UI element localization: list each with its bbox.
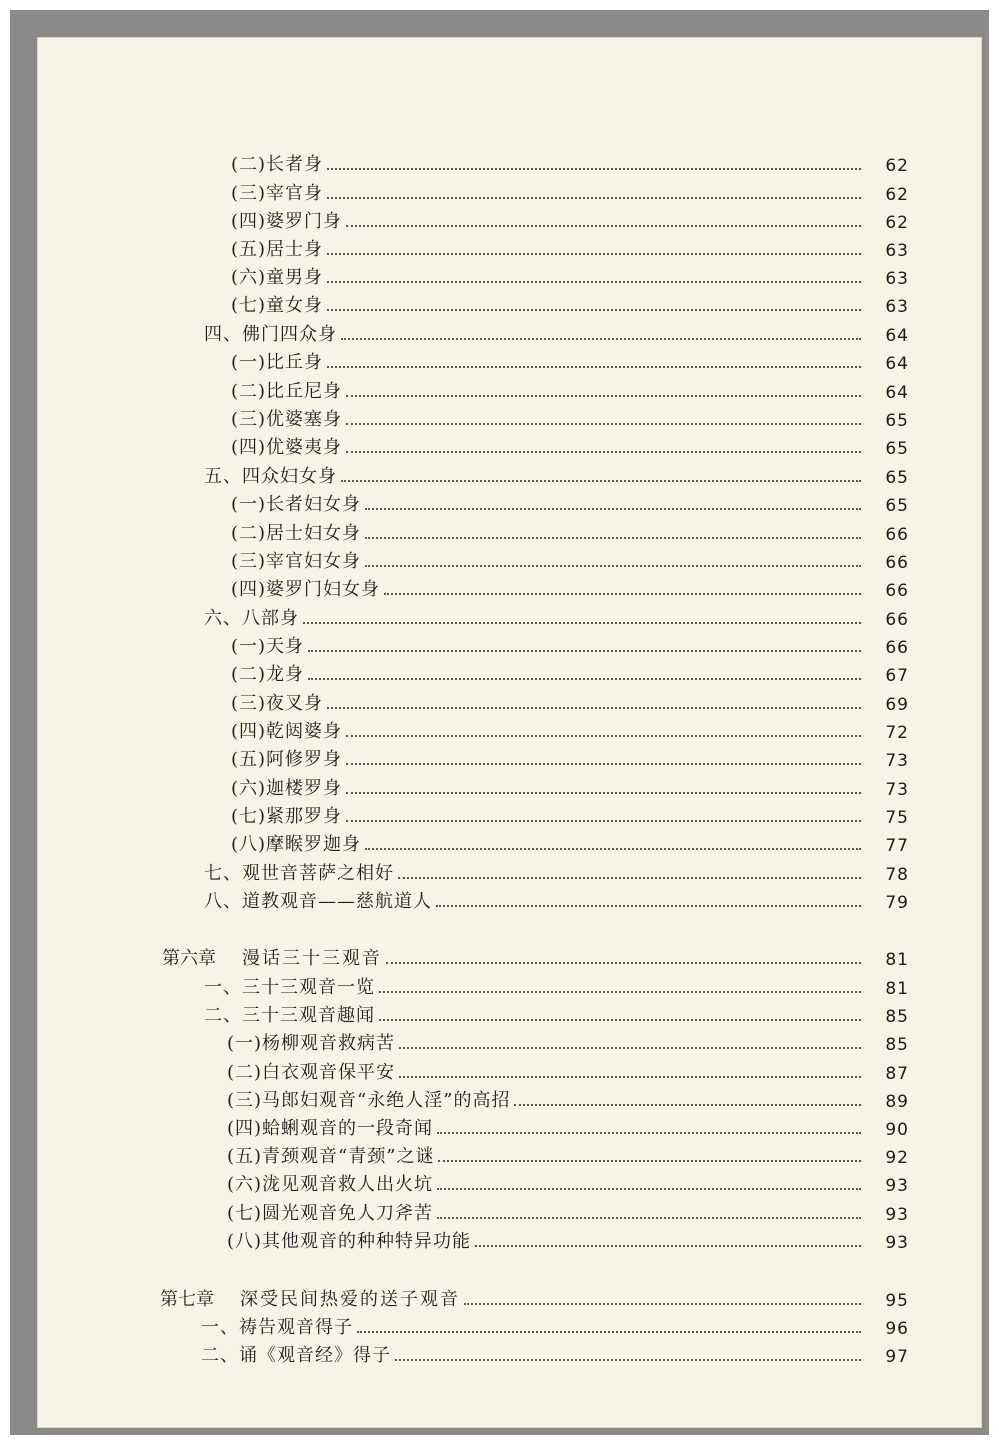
toc-page-number: 90 — [885, 1120, 909, 1140]
toc-entry-title — [204, 973, 375, 999]
toc-entry-title — [231, 179, 323, 205]
toc-page-number: 85 — [885, 1035, 909, 1055]
toc-entry-title — [231, 433, 342, 459]
toc-entry-title — [227, 1170, 433, 1196]
dot-leader — [327, 309, 861, 311]
toc-entry-title — [231, 235, 323, 261]
toc-entry — [227, 1058, 909, 1084]
toc-page-number: 97 — [885, 1347, 909, 1367]
dot-leader — [308, 650, 861, 652]
toc-entry — [231, 774, 909, 800]
toc-entry-title — [204, 462, 337, 488]
toc-page-number: 85 — [885, 1007, 909, 1027]
toc-entry — [231, 717, 909, 743]
dot-leader — [365, 508, 861, 510]
toc-page-number: 64 — [885, 354, 909, 374]
dot-leader — [365, 848, 861, 850]
dot-leader — [436, 905, 861, 907]
toc-page-number: 72 — [885, 723, 909, 743]
toc-page-number: 62 — [885, 185, 909, 205]
toc-entry — [231, 433, 909, 459]
toc-entry-title — [231, 830, 361, 856]
toc-entry — [201, 1313, 909, 1339]
entry-text: (三)宰官身 — [231, 183, 324, 204]
toc-entry — [204, 973, 909, 999]
toc-entry-title — [231, 717, 342, 743]
toc-entry — [231, 490, 909, 516]
toc-page-number: 62 — [885, 156, 909, 176]
chapter-number: 第六章 — [162, 948, 216, 969]
entry-text: 一、三十三观音一览 — [204, 977, 375, 998]
dot-leader — [346, 451, 861, 453]
toc-page-number: 89 — [885, 1092, 909, 1112]
dot-leader — [357, 1331, 861, 1333]
toc-page-number: 79 — [885, 893, 909, 913]
dot-leader — [464, 1303, 861, 1305]
dot-leader — [379, 1019, 861, 1021]
dot-leader — [384, 593, 861, 595]
dot-leader — [346, 763, 861, 765]
toc-entry-title — [231, 150, 323, 176]
entry-text: (二)长者身 — [231, 154, 324, 175]
dot-leader — [308, 678, 861, 680]
entry-text: (八)摩睺罗迦身 — [231, 834, 362, 855]
entry-text: (二)龙身 — [231, 664, 305, 685]
entry-text: (一)天身 — [231, 636, 305, 657]
toc-page-number: 66 — [885, 610, 909, 630]
toc-entry — [231, 207, 909, 233]
chapter-number: 第七章 — [160, 1289, 214, 1310]
toc-entry-title — [231, 774, 342, 800]
toc-entry-title — [231, 519, 361, 545]
toc-page-number: 73 — [885, 780, 909, 800]
entry-text: (二)白衣观音保平安 — [227, 1062, 396, 1083]
dot-leader — [327, 281, 861, 283]
toc-entry-title — [204, 887, 432, 913]
toc-entry-title — [231, 263, 323, 289]
toc-entry — [231, 689, 909, 715]
toc-entry-title — [162, 944, 382, 970]
toc-entry — [231, 802, 909, 828]
entry-text: 四、佛门四众身 — [204, 324, 337, 345]
toc-page-number: 73 — [885, 751, 909, 771]
dot-leader — [327, 707, 861, 709]
toc-chapter-entry — [160, 1285, 909, 1311]
toc-page-number: 66 — [885, 581, 909, 601]
toc-entry-title — [227, 1058, 395, 1084]
entry-text: 漫话三十三观音 — [242, 948, 382, 969]
dot-leader — [437, 1132, 861, 1134]
toc-chapter-entry — [162, 944, 909, 970]
toc-page-number: 67 — [885, 666, 909, 686]
dot-leader — [346, 792, 861, 794]
toc-page-number: 93 — [885, 1176, 909, 1196]
entry-text: (四)乾闼婆身 — [231, 721, 343, 742]
entry-text: 一、祷告观音得子 — [201, 1317, 353, 1338]
toc-entry — [231, 632, 909, 658]
toc-entry — [227, 1227, 909, 1253]
entry-text: 六、八部身 — [204, 608, 299, 629]
toc-entry-title — [227, 1199, 433, 1225]
toc-entry-title — [231, 291, 323, 317]
entry-text: 八、道教观音——慈航道人 — [204, 891, 432, 912]
dot-leader — [398, 877, 861, 879]
toc-entry — [231, 291, 909, 317]
toc-entry — [231, 547, 909, 573]
dot-leader — [327, 168, 861, 170]
dot-leader — [386, 962, 861, 964]
toc-entry-title — [231, 377, 342, 403]
toc-entry — [231, 179, 909, 205]
entry-text: (三)宰官妇女身 — [231, 551, 362, 572]
toc-entry — [231, 519, 909, 545]
toc-page-number: 65 — [885, 411, 909, 431]
entry-text: 深受民间热爱的送子观音 — [240, 1289, 460, 1310]
dot-leader — [514, 1104, 861, 1106]
toc-entry-title — [231, 802, 342, 828]
toc-entry — [204, 1001, 909, 1027]
toc-page-number: 66 — [885, 638, 909, 658]
toc-entry — [227, 1170, 909, 1196]
entry-text: (一)长者妇女身 — [231, 494, 362, 515]
toc-page-number: 64 — [885, 383, 909, 403]
toc-entry-title — [227, 1114, 433, 1140]
dot-leader — [327, 366, 861, 368]
toc-entry-title — [231, 547, 361, 573]
dot-leader — [365, 565, 861, 567]
toc-entry-title — [204, 859, 394, 885]
entry-text: (五)阿修罗身 — [231, 749, 343, 770]
toc-page-number: 65 — [885, 496, 909, 516]
toc-page-number: 62 — [885, 213, 909, 233]
page-frame — [10, 10, 989, 1435]
entry-text: (三)夜叉身 — [231, 693, 324, 714]
toc-entry-title — [231, 348, 323, 374]
entry-text: (八)其他观音的种种特异功能 — [227, 1231, 472, 1252]
dot-leader — [399, 1047, 861, 1049]
toc-entry-title — [231, 660, 304, 686]
toc-page-number: 93 — [885, 1233, 909, 1253]
entry-text: (四)蛤蜊观音的一段奇闻 — [227, 1118, 434, 1139]
toc-page-number: 92 — [885, 1148, 909, 1168]
entry-text: 二、三十三观音趣闻 — [204, 1005, 375, 1026]
dot-leader — [341, 480, 861, 482]
entry-text: (六)迦楼罗身 — [231, 778, 343, 799]
entry-text: (五)青颈观音“青颈”之谜 — [227, 1146, 435, 1167]
toc-entry — [227, 1199, 909, 1225]
toc-entry-title — [231, 745, 342, 771]
entry-text: (六)童男身 — [231, 267, 324, 288]
dot-leader — [438, 1160, 861, 1162]
entry-text: (七)童女身 — [231, 295, 324, 316]
toc-page-number: 77 — [885, 836, 909, 856]
toc-page-number: 87 — [885, 1064, 909, 1084]
toc-page-number: 69 — [885, 695, 909, 715]
toc-entry-title — [231, 490, 361, 516]
toc-entry — [227, 1029, 909, 1055]
dot-leader — [395, 1359, 861, 1361]
dot-leader — [437, 1217, 861, 1219]
toc-page-number: 66 — [885, 553, 909, 573]
entry-text: (四)婆罗门身 — [231, 211, 343, 232]
dot-leader — [341, 338, 861, 340]
entry-text: (四)婆罗门妇女身 — [231, 579, 381, 600]
toc-entry-title — [231, 689, 323, 715]
dot-leader — [379, 991, 861, 993]
dot-leader — [475, 1245, 861, 1247]
toc-entry-title — [160, 1285, 460, 1311]
toc-entry — [204, 887, 909, 913]
toc-entry — [227, 1142, 909, 1168]
dot-leader — [346, 395, 861, 397]
toc-page-number: 65 — [885, 439, 909, 459]
entry-text: (一)杨柳观音救病苦 — [227, 1033, 396, 1054]
toc-entry-title — [204, 604, 299, 630]
toc-entry-title — [231, 632, 304, 658]
dot-leader — [346, 225, 861, 227]
toc-page-number: 81 — [885, 979, 909, 999]
toc-entry — [231, 405, 909, 431]
toc-entry — [231, 150, 909, 176]
toc-entry — [231, 830, 909, 856]
toc-entry — [204, 859, 909, 885]
document-page — [37, 37, 982, 1428]
dot-leader — [437, 1188, 861, 1190]
toc-entry — [231, 377, 909, 403]
toc-entry-title — [227, 1086, 510, 1112]
dot-leader — [346, 820, 861, 822]
toc-entry-title — [231, 405, 342, 431]
entry-text: (三)优婆塞身 — [231, 409, 343, 430]
toc-entry-title — [231, 575, 380, 601]
toc-entry — [231, 263, 909, 289]
toc-page-number: 75 — [885, 808, 909, 828]
toc-page-number: 95 — [885, 1291, 909, 1311]
dot-leader — [327, 253, 861, 255]
toc-entry — [201, 1341, 909, 1367]
toc-entry — [231, 348, 909, 374]
entry-text: 七、观世音菩萨之相好 — [204, 863, 394, 884]
toc-page-number: 93 — [885, 1205, 909, 1225]
entry-text: 二、诵《观音经》得子 — [201, 1345, 391, 1366]
toc-entry-title — [204, 320, 337, 346]
toc-entry — [227, 1114, 909, 1140]
toc-entry — [231, 575, 909, 601]
toc-page-number: 66 — [885, 525, 909, 545]
toc-entry-title — [227, 1142, 434, 1168]
dot-leader — [346, 735, 861, 737]
toc-entry-title — [227, 1029, 395, 1055]
entry-text: (一)比丘身 — [231, 352, 324, 373]
entry-text: 五、四众妇女身 — [204, 466, 337, 487]
dot-leader — [365, 537, 861, 539]
toc-entry — [227, 1086, 909, 1112]
toc-page-number: 63 — [885, 269, 909, 289]
dot-leader — [399, 1076, 861, 1078]
dot-leader — [303, 622, 861, 624]
toc-page-number: 78 — [885, 865, 909, 885]
entry-text: (二)居士妇女身 — [231, 523, 362, 544]
toc-entry-title — [231, 207, 342, 233]
toc-entry — [204, 462, 909, 488]
entry-text: (三)马郎妇观音“永绝人淫”的高招 — [227, 1090, 511, 1111]
toc-entry — [231, 745, 909, 771]
toc-page-number: 64 — [885, 326, 909, 346]
toc-entry — [204, 320, 909, 346]
toc-entry-title — [227, 1227, 471, 1253]
entry-text: (六)泷见观音救人出火坑 — [227, 1174, 434, 1195]
toc-page-number: 63 — [885, 297, 909, 317]
entry-text: (四)优婆夷身 — [231, 437, 343, 458]
toc-entry-title — [204, 1001, 375, 1027]
toc-page-number: 96 — [885, 1319, 909, 1339]
toc-page-number: 65 — [885, 468, 909, 488]
entry-text: (七)圆光观音免人刀斧苦 — [227, 1203, 434, 1224]
dot-leader — [346, 423, 861, 425]
dot-leader — [327, 197, 861, 199]
toc-entry-title — [201, 1341, 391, 1367]
toc-entry — [231, 235, 909, 261]
entry-text: (二)比丘尼身 — [231, 381, 343, 402]
entry-text: (五)居士身 — [231, 239, 324, 260]
toc-page-number: 81 — [885, 950, 909, 970]
toc-page-number: 63 — [885, 241, 909, 261]
toc-entry — [204, 604, 909, 630]
entry-text: (七)紧那罗身 — [231, 806, 343, 827]
toc-entry — [231, 660, 909, 686]
toc-entry-title — [201, 1313, 353, 1339]
